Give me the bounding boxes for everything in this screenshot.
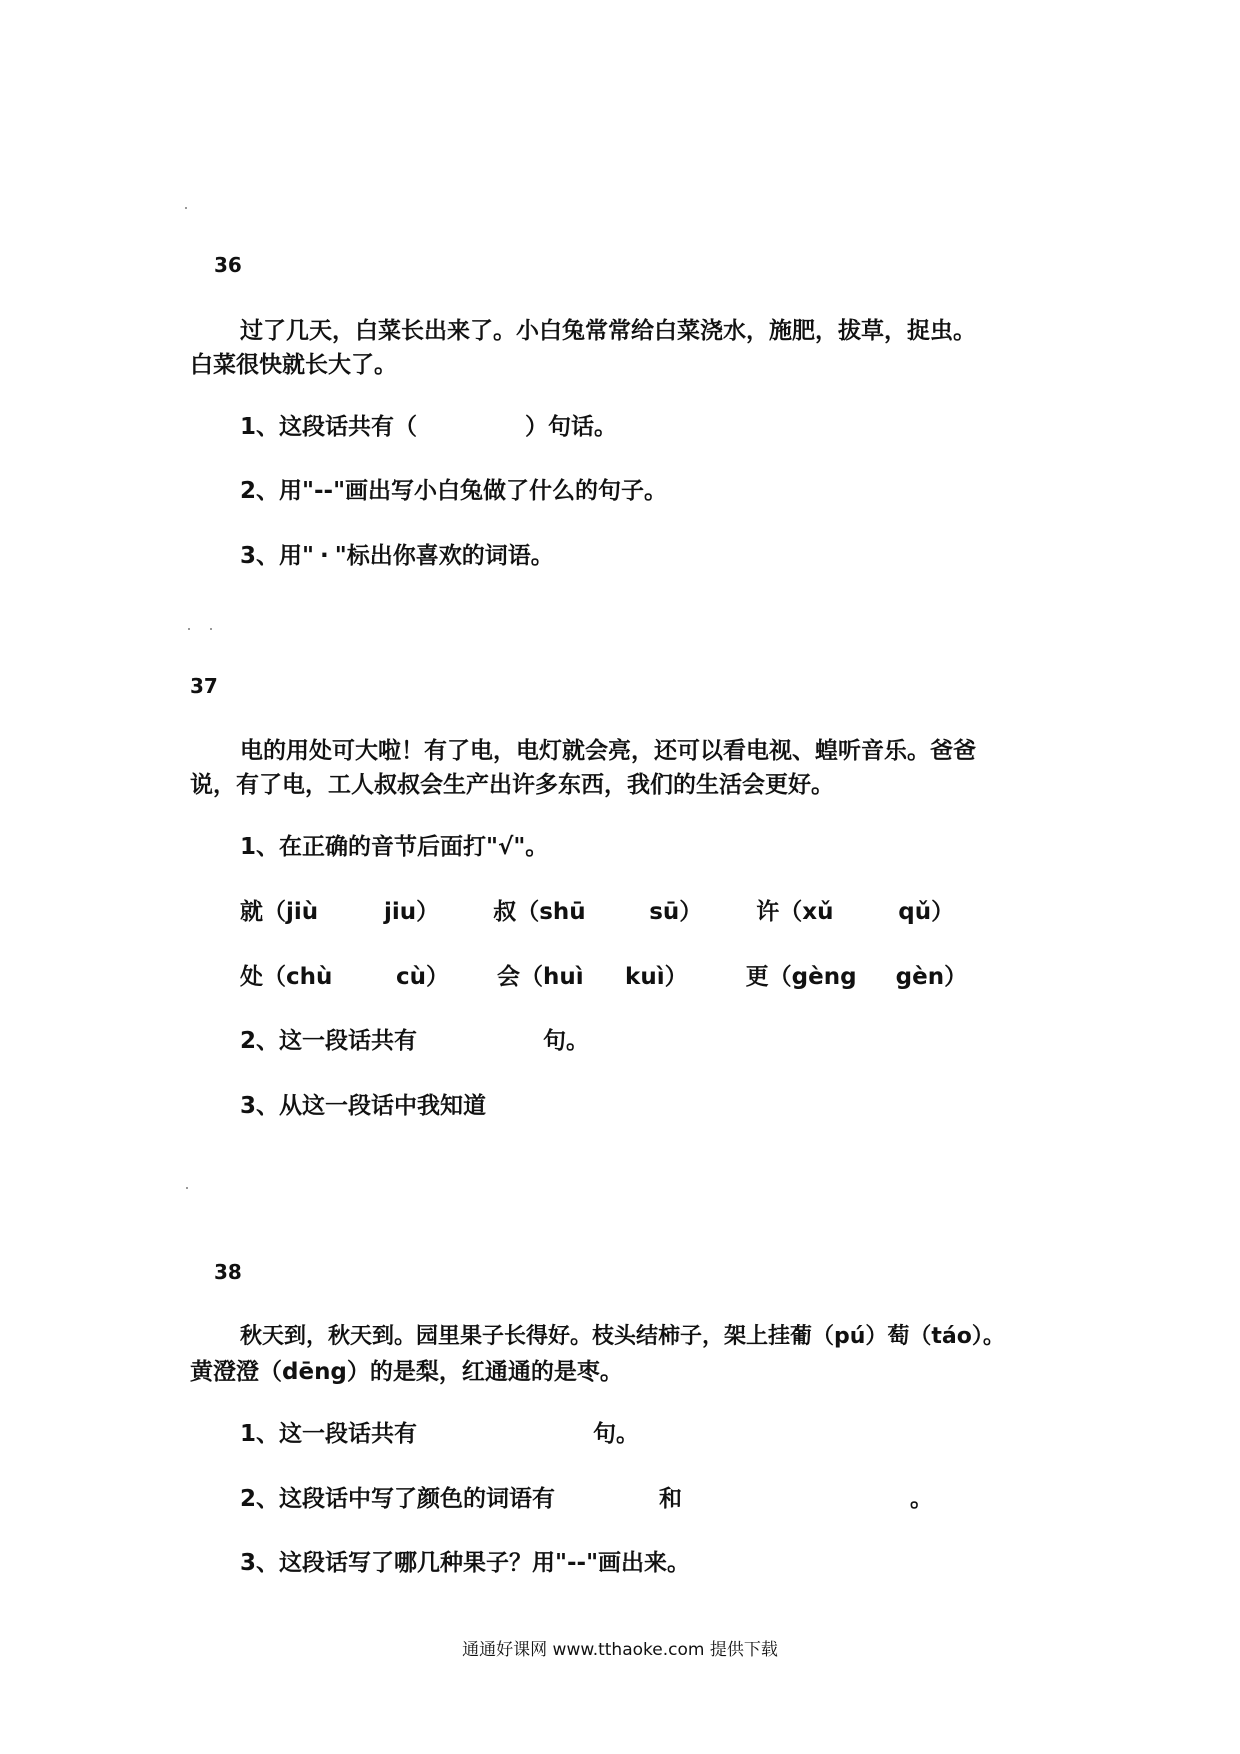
question-38-2 — [240, 1484, 933, 1514]
question-37-2-prefix: 2、这一段话共有 — [240, 1028, 418, 1054]
question-36-1-prefix: 1、这段话共有（ — [240, 414, 418, 440]
question-36-3-prefix: 3、用" — [240, 543, 314, 569]
passage-37-line-1: 电的用处可大啦！有了电，电灯就会亮，还可以看电视、蝗听音乐。爸爸 — [240, 738, 976, 764]
question-38-3: 3、这段话写了哪几种果子？用"--"画出来。 — [240, 1550, 691, 1576]
pinyin-char: 更（ — [745, 964, 792, 990]
pinyin-char: 处（ — [240, 964, 286, 990]
scan-dot — [188, 628, 190, 630]
scan-dot — [186, 1187, 188, 1189]
question-37-2 — [240, 1026, 589, 1056]
question-38-2-end: 。 — [910, 1486, 934, 1512]
pinyin-option[interactable]: shū — [539, 899, 586, 925]
question-36-3-suffix: "标出你喜欢的词语。 — [334, 543, 554, 569]
scan-dot — [185, 207, 187, 209]
pinyin-option[interactable]: kuì） — [625, 964, 688, 990]
passage-38-line-2: 黄澄澄（dēng）的是梨，红通通的是枣。 — [190, 1359, 623, 1385]
question-number-36: 36 — [214, 253, 242, 277]
question-36-2: 2、用"--"画出写小白兔做了什么的句子。 — [240, 478, 668, 504]
question-38-1 — [240, 1419, 639, 1449]
passage-36-line-1: 过了几天，白菜长出来了。小白兔常常给白菜浇水，施肥，拔草，捉虫。 — [240, 318, 976, 344]
question-36-3 — [240, 541, 554, 571]
question-38-1-prefix: 1、这一段话共有 — [240, 1421, 418, 1447]
question-37-2-suffix: 句。 — [543, 1028, 590, 1054]
pinyin-option[interactable]: qǔ） — [898, 899, 955, 925]
passage-36-line-2: 白菜很快就长大了。 — [190, 352, 397, 378]
question-38-2-prefix: 2、这段话中写了颜色的词语有 — [240, 1486, 556, 1512]
question-number-38: 38 — [214, 1260, 242, 1284]
scan-dot — [210, 628, 212, 630]
pinyin-char: 叔（ — [493, 899, 540, 925]
question-37-3: 3、从这一段话中我知道 — [240, 1093, 487, 1119]
pinyin-option[interactable]: cù） — [396, 964, 450, 990]
question-38-1-suffix: 句。 — [593, 1421, 640, 1447]
pinyin-option[interactable]: gèn） — [895, 964, 968, 990]
pinyin-option[interactable]: chù — [286, 964, 333, 990]
question-37-1: 1、在正确的音节后面打"√"。 — [240, 834, 549, 860]
question-36-1 — [240, 412, 617, 442]
question-number-37: 37 — [190, 674, 218, 698]
pinyin-char: 会（ — [497, 964, 544, 990]
footer-credit: 通通好课网 www.tthaoke.com 提供下载 — [462, 1640, 778, 1660]
pinyin-char: 就（ — [240, 899, 286, 925]
pinyin-row-2 — [240, 962, 967, 992]
pinyin-option[interactable]: jiù — [286, 899, 319, 925]
pinyin-row-1 — [240, 897, 954, 927]
pinyin-char: 许（ — [756, 899, 803, 925]
pinyin-option[interactable]: huì — [543, 964, 584, 990]
passage-38-line-1: 秋天到，秋天到。园里果子长得好。枝头结柿子，架上挂葡（pú）萄（táo）。 — [240, 1324, 1005, 1349]
pinyin-option[interactable]: jiu） — [384, 899, 440, 925]
pinyin-option[interactable]: gèng — [791, 964, 857, 990]
question-38-2-mid: 和 — [659, 1486, 683, 1512]
pinyin-option[interactable]: sū） — [649, 899, 703, 925]
dot-mark: · — [320, 543, 329, 569]
passage-37-line-2: 说，有了电，工人叔叔会生产出许多东西，我们的生活会更好。 — [190, 772, 834, 798]
question-36-1-suffix: ）句话。 — [525, 414, 618, 440]
pinyin-option[interactable]: xǔ — [802, 899, 834, 925]
